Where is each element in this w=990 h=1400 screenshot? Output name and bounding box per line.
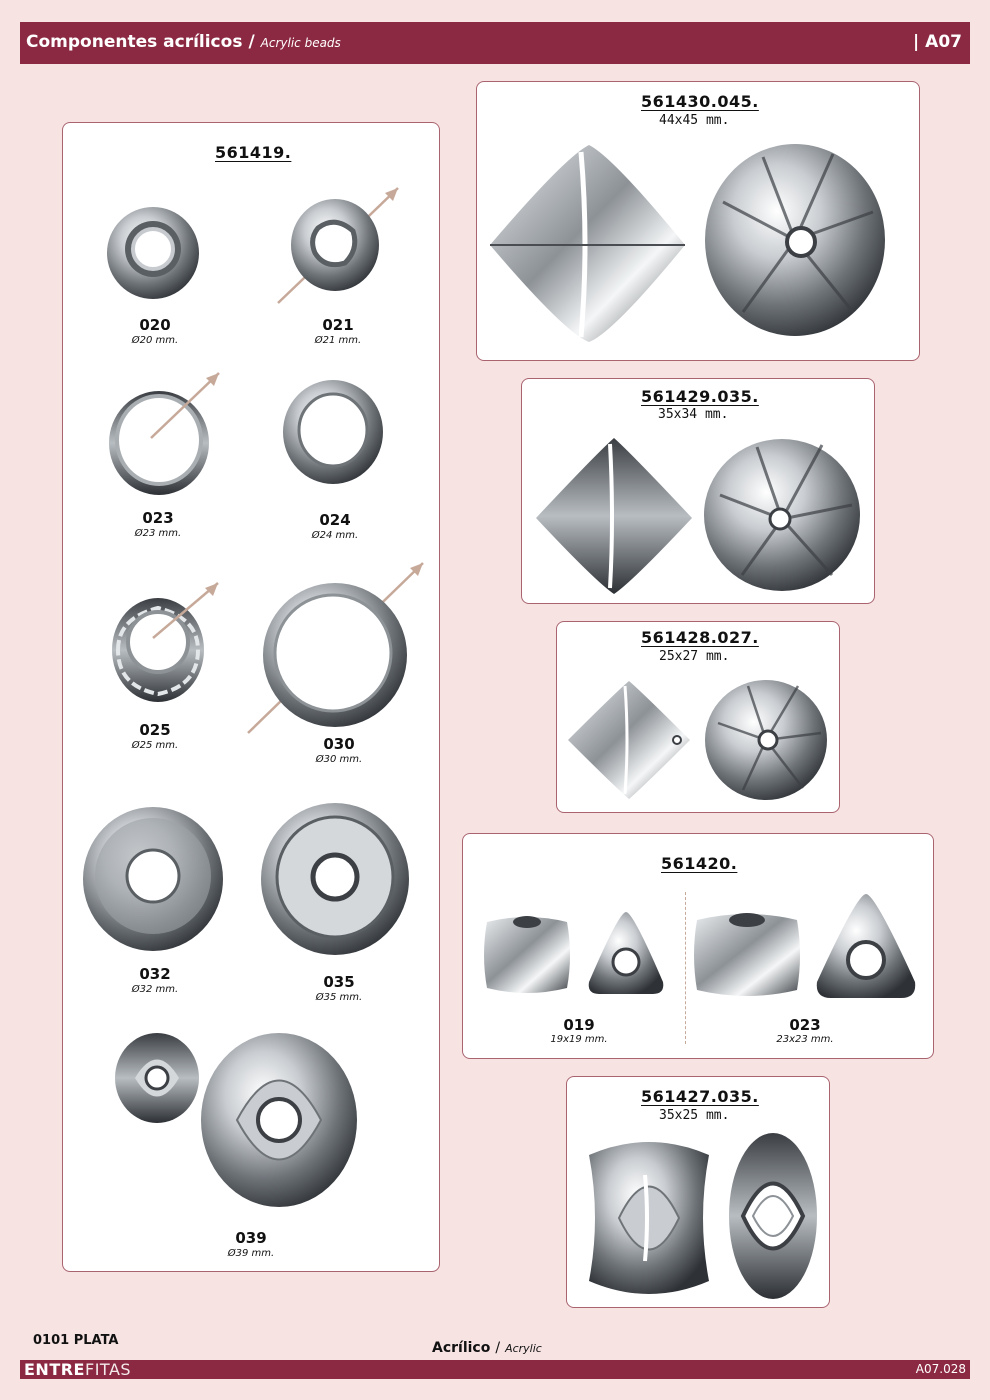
bicone-top-image [703,142,887,338]
title-subtitle: Acrylic beads [260,36,341,50]
page-title [26,32,341,52]
item-code: 019 [563,1016,595,1034]
panel-dimensions: 44x45 mm. [659,113,730,128]
item-size: 23x23 mm. [776,1034,834,1045]
bicone-side-image [565,678,693,802]
bicone-top-image [703,678,829,802]
bicone-top-image [702,435,862,595]
item-code: 025 [139,721,171,739]
item-size: Ø32 mm. [131,984,179,995]
panel-561419 [62,122,440,1272]
item-size: Ø30 mm. [315,754,363,765]
bicone-side-image [485,137,690,347]
item-code: 021 [322,316,354,334]
bead-021-image [273,183,403,313]
item-code: 020 [139,316,171,334]
item-size: Ø21 mm. [314,335,362,346]
item-code: 035 [323,973,355,991]
triangle-023-side-image [691,908,803,1002]
panel-reference: 561429.035. [641,387,759,406]
item-size: 19x19 mm. [550,1034,608,1045]
section-code: | A07 [913,32,962,52]
brand-logo [24,1360,131,1379]
item-size: Ø35 mm. [315,992,363,1003]
page-code: A07.028 [915,1362,966,1376]
panel-reference: 561419. [215,143,292,162]
panel-reference: 561428.027. [641,628,759,647]
panel-dimensions: 25x27 mm. [659,649,730,664]
panel-reference: 561430.045. [641,92,759,111]
item-size: Ø23 mm. [134,528,182,539]
panel-dimensions: 35x25 mm. [659,1108,730,1123]
bead-030-image [243,563,428,738]
brand-light: FITAS [84,1360,132,1379]
divider-line [685,892,686,1044]
header-bar [20,22,970,64]
item-size: Ø25 mm. [131,740,179,751]
barrel-side-image [727,1131,819,1301]
item-code: 024 [319,511,351,529]
material-english: Acrylic [505,1342,542,1355]
bead-032-image [81,806,225,952]
material-label [432,1340,542,1356]
bead-039-small-image [113,1031,201,1125]
triangle-023-front-image [809,890,923,1002]
item-code: 023 [142,509,174,527]
bicone-side-image [532,434,696,598]
item-code: 039 [235,1229,267,1247]
barrel-front-image [579,1135,719,1301]
footer-bar [20,1360,970,1379]
panel-561429 [521,378,875,604]
panel-561427 [566,1076,830,1308]
triangle-019-side-image [481,912,573,998]
bead-020-image [105,205,201,301]
bead-024-image [281,378,385,486]
panel-561420 [462,833,934,1059]
bead-023-image [101,368,231,498]
bead-039-image [199,1031,359,1209]
item-size: Ø39 mm. [227,1248,275,1259]
item-size: Ø24 mm. [311,530,359,541]
item-code: 030 [323,735,355,753]
item-code: 032 [139,965,171,983]
triangle-019-front-image [583,908,669,998]
bead-035-image [259,801,411,957]
item-code: 023 [789,1016,821,1034]
panel-561428 [556,621,840,813]
panel-561430 [476,81,920,361]
panel-dimensions: 35x34 mm. [658,407,729,422]
title-separator: / [248,32,255,52]
panel-reference: 561427.035. [641,1087,759,1106]
item-size: Ø20 mm. [131,335,179,346]
color-code: 0101 PLATA [33,1333,119,1348]
panel-reference: 561420. [661,854,738,873]
material-separator: / [495,1340,501,1356]
bead-025-image [98,578,228,708]
title-text: Componentes acrílicos [26,32,243,52]
brand-bold: ENTRE [24,1360,85,1379]
material-text: Acrílico [432,1340,491,1356]
